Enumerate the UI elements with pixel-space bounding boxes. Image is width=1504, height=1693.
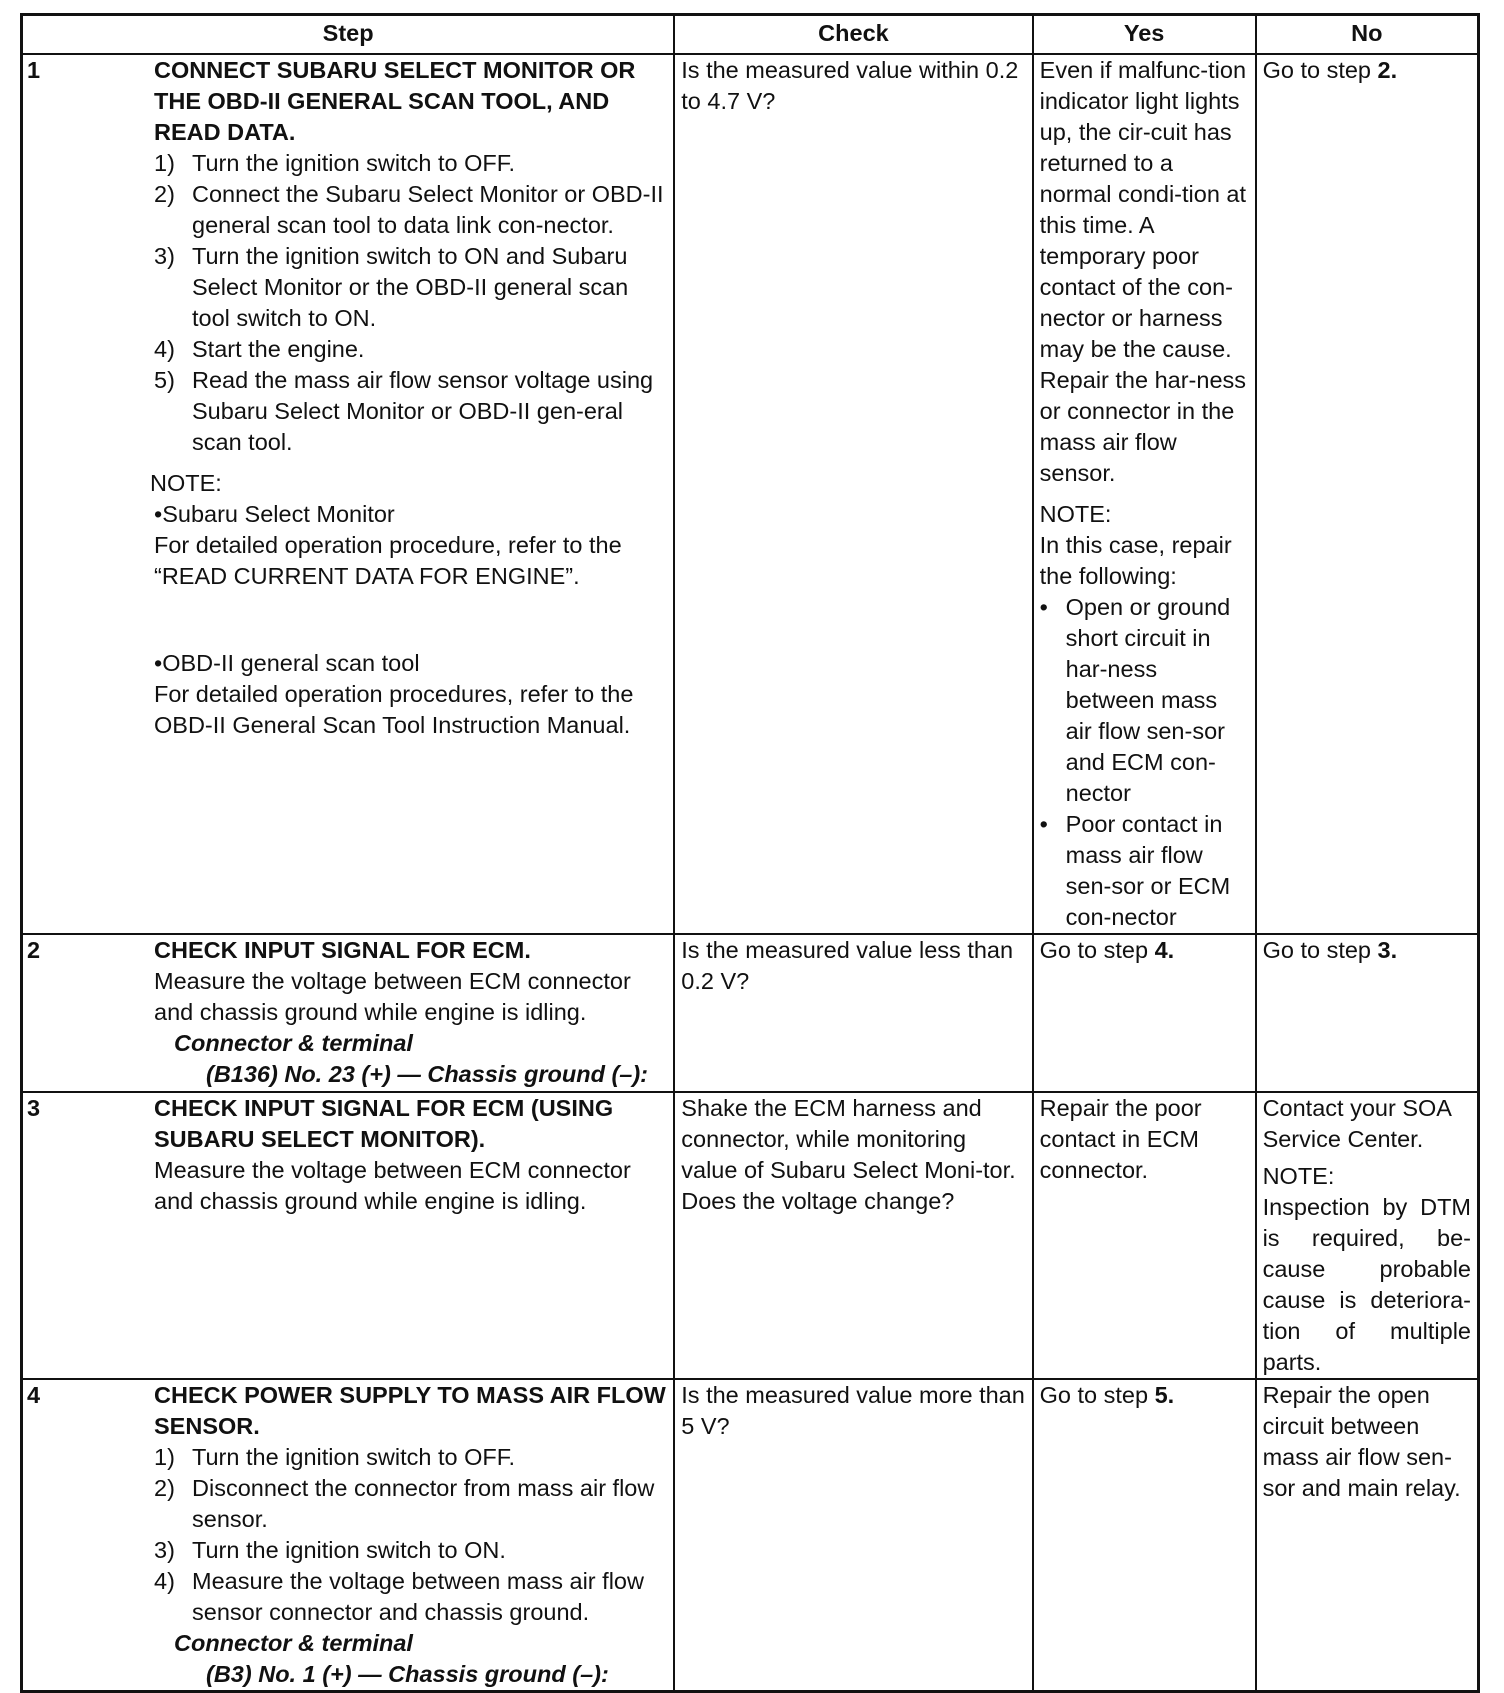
yes-cell: Go to step 4.	[1033, 934, 1256, 1092]
header-check: Check	[674, 15, 1032, 55]
list-item: 2) Connect the Subaru Select Monitor or OBD-II general scan tool to data link con-nector.	[154, 181, 664, 238]
step-title: CONNECT SUBARU SELECT MONITOR OR THE OBD-II GENERAL SCAN TOOL, AND READ DATA.	[154, 57, 636, 145]
connector-label: Connector & terminal	[174, 1630, 413, 1656]
step-cell	[22, 1379, 675, 1692]
list-item: 3) Turn the ignition switch to ON and Subaru Select Monitor or the OBD-II general scan tool switch to ON.	[154, 243, 629, 331]
note-obd-text: For detailed operation procedures, refer to the OBD-II General Scan Tool Instruction Manual.	[154, 681, 634, 738]
step-text: Measure the voltage between ECM connector and chassis ground while engine is idling.	[154, 968, 631, 1025]
step-title: CHECK INPUT SIGNAL FOR ECM (USING SUBARU SELECT MONITOR).	[154, 1095, 614, 1152]
step-cell	[22, 1092, 675, 1379]
table-header-row	[22, 15, 1479, 55]
step-number: 2	[27, 937, 41, 963]
connector-value: (B3) No. 1 (+) — Chassis ground (–):	[206, 1661, 609, 1687]
diagnostic-table	[20, 13, 1480, 1693]
note-subaru-title: •Subaru Select Monitor	[154, 501, 395, 527]
connector-value: (B136) No. 23 (+) — Chassis ground (–):	[206, 1061, 649, 1087]
check-cell: Is the measured value more than 5 V?	[674, 1379, 1032, 1692]
list-item: 2) Disconnect the connector from mass air flow sensor.	[154, 1475, 655, 1532]
table-row-step-4	[22, 1379, 1479, 1692]
connector-label: Connector & terminal	[174, 1030, 413, 1056]
check-cell: Is the measured value within 0.2 to 4.7 V?	[674, 54, 1032, 934]
step-body	[150, 55, 673, 741]
no-text: Contact your SOA Service Center.	[1262, 1095, 1451, 1152]
step-ref: 5.	[1154, 1382, 1175, 1408]
header-step: Step	[22, 15, 675, 55]
step-body	[154, 935, 673, 1090]
list-item: 5) Read the mass air flow sensor voltage using Subaru Select Monitor or OBD-II gen-eral scan tool.	[154, 367, 654, 455]
diagnostic-procedure-document	[20, 13, 1480, 1687]
yes-cell: Go to step 5.	[1033, 1379, 1256, 1692]
step-ref: 2.	[1377, 57, 1398, 83]
list-item: 3) Turn the ignition switch to ON.	[154, 1537, 506, 1563]
note-label: NOTE:	[150, 470, 222, 496]
step-title: CHECK INPUT SIGNAL FOR ECM.	[154, 937, 531, 963]
step-ref: 4.	[1154, 937, 1175, 963]
check-cell: Is the measured value less than 0.2 V?	[674, 934, 1032, 1092]
list-item: • Poor contact in mass air flow sen-sor or ECM con-nector	[1040, 809, 1249, 933]
step-number: 3	[27, 1095, 41, 1121]
step-instructions	[154, 1442, 669, 1628]
yes-cell	[1033, 54, 1256, 934]
note-obd-title: •OBD-II general scan tool	[154, 650, 420, 676]
yes-note-label: NOTE:	[1039, 501, 1112, 527]
step-body	[154, 1380, 673, 1690]
list-item: 1) Turn the ignition switch to OFF.	[154, 150, 516, 176]
header-no: No	[1256, 15, 1479, 55]
list-item: 1) Turn the ignition switch to OFF.	[154, 1444, 516, 1470]
no-cell: Go to step 2.	[1256, 54, 1479, 934]
no-cell: Go to step 3.	[1256, 934, 1479, 1092]
bullet-icon: •	[1039, 594, 1048, 620]
table-row-step-3	[22, 1092, 1479, 1379]
step-title: CHECK POWER SUPPLY TO MASS AIR FLOW SENSOR.	[154, 1382, 666, 1439]
yes-text: Even if malfunc-tion indicator light lights up, the cir-cuit has returned to a normal condi-tion at this time. A temporary poor contact of the con-nector or harness may be the cause. Repair the har-ness or connector in the mass air flow sensor.	[1039, 57, 1247, 486]
step-ref: 3.	[1377, 937, 1398, 963]
no-note-text: Inspection by DTM is required, be-cause probable cause is deteriora-tion of multiple parts.	[1262, 1194, 1471, 1375]
check-cell: Shake the ECM harness and connector, while monitoring value of Subaru Select Moni-tor. Does the voltage change?	[674, 1092, 1032, 1379]
table-row-step-2	[22, 934, 1479, 1092]
note-subaru-text: For detailed operation procedure, refer to the “READ CURRENT DATA FOR ENGINE”.	[154, 532, 622, 589]
step-cell	[22, 54, 675, 934]
no-note-label: NOTE:	[1262, 1163, 1335, 1189]
list-item: 4) Start the engine.	[154, 336, 365, 362]
list-item: • Open or ground short circuit in har-ness between mass air flow sen-sor and ECM con-nector	[1040, 592, 1249, 809]
header-yes: Yes	[1033, 15, 1256, 55]
step-number: 4	[27, 1382, 41, 1408]
table-row-step-1	[22, 54, 1479, 934]
list-item: 4) Measure the voltage between mass air flow sensor connector and chassis ground.	[154, 1568, 644, 1625]
step-body	[154, 1093, 673, 1217]
yes-cell: Repair the poor contact in ECM connector.	[1033, 1092, 1256, 1379]
step-number: 1	[27, 57, 41, 83]
no-cell: Repair the open circuit between mass air flow sen-sor and main relay.	[1256, 1379, 1479, 1692]
step-instructions	[154, 148, 669, 458]
bullet-icon: •	[1039, 811, 1048, 837]
yes-note-text: In this case, repair the following:	[1039, 532, 1232, 589]
step-text: Measure the voltage between ECM connector and chassis ground while engine is idling.	[154, 1157, 631, 1214]
no-cell	[1256, 1092, 1479, 1379]
step-cell	[22, 934, 675, 1092]
